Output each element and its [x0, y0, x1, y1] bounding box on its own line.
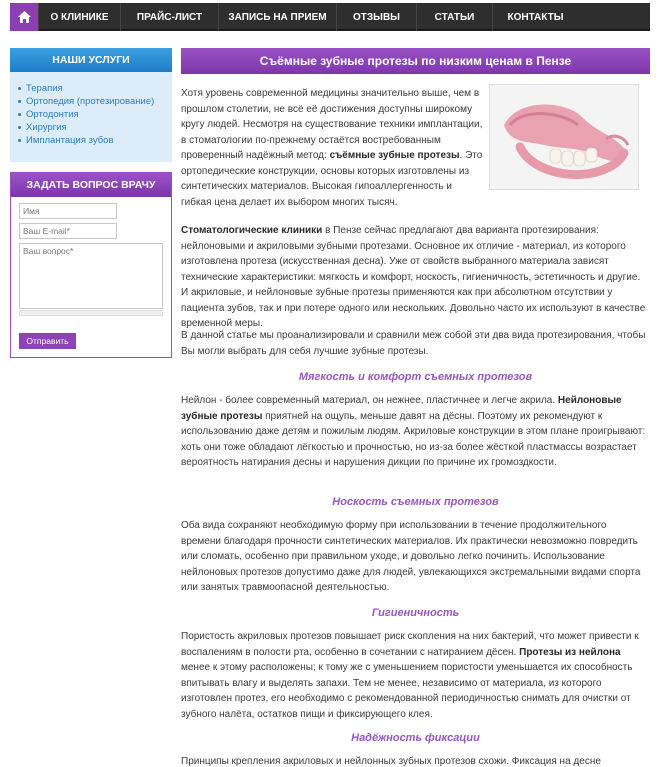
denture-image [489, 84, 639, 190]
service-link-orthopedics[interactable]: Ортопедия (протезирование) [14, 95, 168, 108]
email-field[interactable] [19, 223, 117, 239]
article [181, 48, 650, 767]
nav-item-prices[interactable]: ПРАЙС-ЛИСТ [120, 3, 218, 31]
ask-doctor-title: ЗАДАТЬ ВОПРОС ВРАЧУ [11, 173, 171, 197]
nav-item-articles[interactable]: СТАТЬИ [416, 3, 492, 31]
intro-text-2: . Это ортопедические конструкции, основы которых изготовлены из синтетических материалов. Высокая гипоаллергенность и гибкая цена делает их выбором многих тысяч. [181, 150, 483, 208]
nav-item-appointment[interactable]: ЗАПИСЬ НА ПРИЕМ [218, 3, 336, 31]
service-link-implantation[interactable]: Имплантация зубов [14, 134, 168, 147]
home-icon [18, 11, 31, 23]
hygiene-text-2: менее к этому расположены; к тому же с уменьшением пористости уменьшается их способность впитывать влагу и выделять запахи. Тем не менее, независимо от материала, из которого изготовлен протез, его необходимо с рекомендованной периодичностью снимать для очистки от зубного налёта, остатков пищи и фиксирующего клея. [181, 662, 633, 720]
top-nav [10, 3, 650, 31]
nav-item-contacts[interactable]: КОНТАКТЫ [492, 3, 578, 31]
intro-paragraph [181, 86, 485, 210]
subheading-comfort: Мягкость и комфорт съемных протезов [298, 371, 533, 383]
question-field[interactable] [19, 243, 163, 309]
section-comfort [181, 393, 646, 471]
section-hygiene [181, 629, 646, 722]
service-link-therapy[interactable]: Терапия [14, 82, 168, 95]
nav-item-about[interactable]: О КЛИНИКЕ [38, 3, 120, 31]
intro-text: Хотя уровень современной медицины значительно выше, чем в прошлом столетии, не всё её достижения доступны широкому кругу людей. Несмотря на существование техники имплантации, в стоматологии по-прежнему остаётся востребованным проверенный надёжный метод: [181, 88, 483, 161]
intro-bold: съёмные зубные протезы [329, 150, 460, 161]
home-button[interactable] [10, 3, 38, 31]
comfort-text-2: приятней на ощупь, меньше давят на дёсны. Поэтому их рекомендуют к использованию даже детям и пожилым людям. Акриловые конструкции в этом плане проигрывают: хоть они тоже обладают лёгкостью и прочностью, но из-за более жёсткой пластмассы возрастает вероятность натирания десны и нарушения дикции по причине их громоздкости. [181, 410, 646, 468]
subheading-fixation: Надёжность фиксации [351, 732, 480, 744]
comfort-text: Нейлон - более современный материал, он нежнее, пластичнее и легче акрила. [181, 395, 558, 406]
service-link-orthodontics[interactable]: Ортодонтия [14, 108, 168, 121]
nav-item-reviews[interactable]: ОТЗЫВЫ [336, 3, 416, 31]
name-field[interactable] [19, 203, 117, 219]
page-title: Съёмные зубные протезы по низким ценам в Пензе [181, 48, 650, 74]
section-durability: Оба вида сохраняют необходимую форму при использовании в течение продолжительного времени благодаря прочности синтетических материалов. Их практически невозможно повредить или сломать, особенно при правильном уходе, и довольно легко починить. Использование нейлоновых протезов допустимо даже для людей, увлекающихся экстремальными видами спорта или занятых травмоопасной деятельностью. [181, 520, 641, 593]
comfort-bold: Нейлоновые зубные протезы [181, 395, 622, 422]
question-scrollbar[interactable] [19, 310, 163, 316]
ask-doctor-form [10, 172, 172, 358]
hygiene-bold: Протезы из нейлона [519, 646, 621, 658]
clinics-bold: Стоматологические клиники [181, 225, 323, 236]
paragraph-clinics [181, 223, 646, 332]
send-button[interactable]: Отправить [19, 333, 76, 349]
services-box [10, 48, 172, 162]
subheading-hygiene: Гигиеничность [371, 607, 460, 619]
section-fixation: Принципы крепления акриловых и нейлонных зубных протезов схожи. Фиксация на десне [181, 756, 601, 767]
services-title: НАШИ УСЛУГИ [10, 48, 172, 72]
services-list [10, 72, 172, 162]
service-link-surgery[interactable]: Хирургия [14, 121, 168, 134]
subheading-durability: Носкость съемных протезов [332, 496, 499, 508]
clinics-text: в Пензе сейчас предлагают два варианта протезирования: нейлоновыми и акриловыми зубными протезами. Основное их отличие - материал, из которого изготовлена протеза (искусственная десна). Уже от свойств выбранного материала зависят технические характеристики: мягкость и комфорт, носкость, гигиеничность, эстетичность и другие. И акриловые, и нейлоновые зубные протезы применяются как при абсолютном отсутствии у пациента зубов, так и при потере одного или нескольких. Довольно часто их используют в качестве временной меры. [181, 225, 646, 329]
hygiene-text: Пористость акриловых протезов повышает риск скопления на них бактерий, что может привести к воспалениям в полости рта, особенно в сочетании с натиранием дёсен. [181, 631, 639, 658]
paragraph-summary: В данной статье мы проанализировали и сравнили меж собой эти два вида протезирования, чтобы Вы могли выбрать для себя лучшие зубные протезы. [181, 330, 646, 357]
